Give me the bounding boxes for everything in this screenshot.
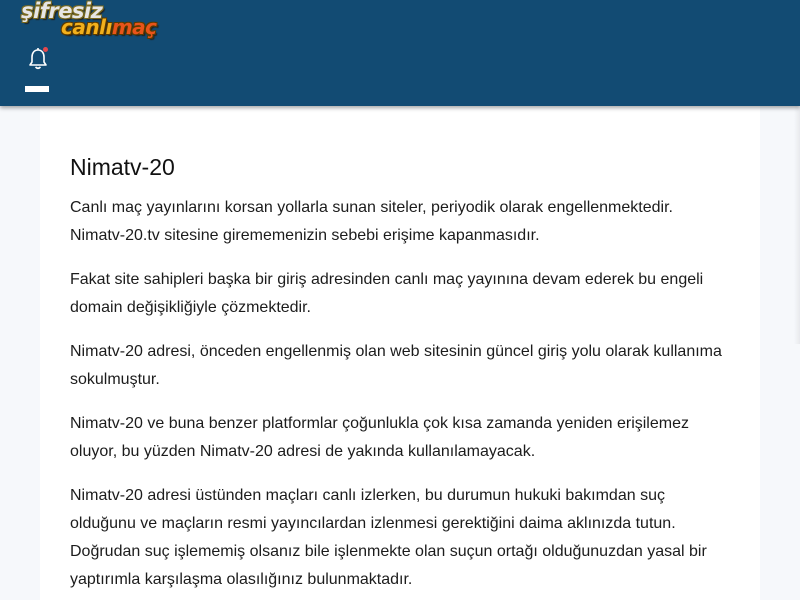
logo-word-canli: canlı	[61, 15, 112, 39]
logo-word-mac: maç	[111, 15, 157, 39]
page-title: Nimatv-20	[70, 154, 175, 180]
article-paragraph: Nimatv-20 ve buna benzer platformlar çoğunlukla çok kısa zamanda yeniden erişilemez oluyor, bu yüzden Nimatv-20 adresi de yakında kullanılamayacak.	[70, 415, 689, 460]
site-header	[0, 0, 800, 106]
notifications-button[interactable]	[27, 47, 49, 71]
side-panel-edge	[794, 106, 800, 344]
notification-badge	[43, 47, 48, 52]
article-paragraph: Nimatv-20 adresi, önceden engellenmiş olan web sitesinin güncel giriş yolu olarak kullanıma sokulmuştur.	[70, 343, 722, 388]
logo-line-canli-mac	[61, 17, 157, 37]
article-paragraph: Nimatv-20 adresi üstünden maçları canlı izlerken, bu durumun hukuki bakımdan suç olduğunu ve maçların resmi yayıncılardan izlenmesi gerektiğini daima aklınızda tutun. Doğrudan suç işlememiş olsanız bile işlenmekte olan suçun ortağı olduğunuzdan yasal bir yaptırımla karşılaşma olasılığınız bulunmaktadır.	[70, 487, 707, 588]
site-logo[interactable]	[19, 0, 165, 40]
article-card	[40, 106, 760, 600]
article-paragraph: Fakat site sahipleri başka bir giriş adresinden canlı maç yayınına devam ederek bu engeli domain değişikliğiyle çözmektedir.	[70, 271, 704, 316]
logo-line-sifresiz: şifresiz	[21, 0, 103, 23]
hamburger-menu-icon[interactable]	[25, 86, 49, 92]
article-paragraph: Canlı maç yayınlarını korsan yollarla sunan siteler, periyodik olarak engellenmektedir. Nimatv-20.tv sitesine girememenizin sebebi erişime kapanmasıdır.	[70, 199, 673, 244]
